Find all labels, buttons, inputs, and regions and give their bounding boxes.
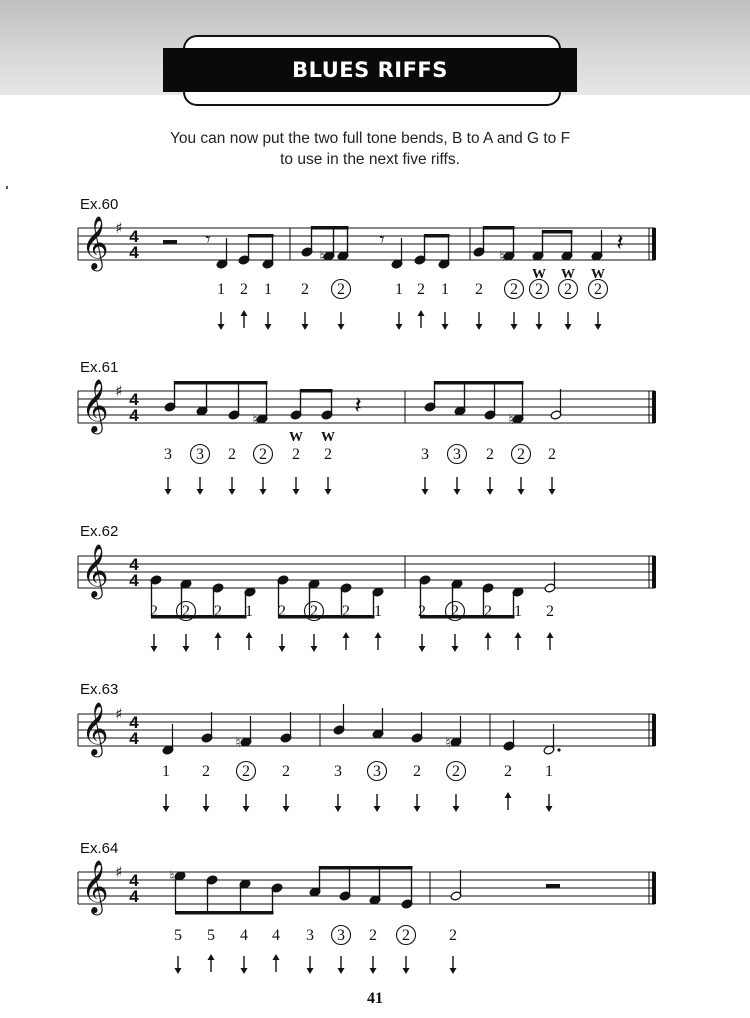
blow-arrow-icon — [565, 324, 572, 330]
intro-text — [100, 128, 640, 170]
blow-arrow-icon — [536, 324, 543, 330]
blow-arrow-icon — [370, 968, 377, 974]
blow-arrow-icon — [454, 489, 461, 495]
hole-number: 2 — [535, 281, 543, 298]
blow-arrow-icon — [487, 489, 494, 495]
hole-number: 2 — [451, 603, 459, 620]
natural-sign-icon: ♮ — [252, 412, 258, 428]
hole-number: 3 — [196, 446, 204, 463]
music-example-60 — [0, 212, 750, 337]
hole-number: 2 — [214, 603, 222, 620]
intro-line-1: You can now put the two full tone bends, B to A and G to F — [169, 130, 571, 147]
draw-arrow-icon — [547, 632, 554, 638]
blow-arrow-icon — [163, 806, 170, 812]
draw-arrow-icon — [418, 310, 425, 316]
time-sig-bottom: 4 — [129, 887, 139, 906]
blow-arrow-icon — [203, 806, 210, 812]
beam — [151, 615, 247, 619]
hole-number: 2 — [292, 446, 300, 463]
natural-sign-icon: ♮ — [319, 249, 325, 265]
blow-arrow-icon — [165, 489, 172, 495]
page-title: BLUES RIFFS — [292, 58, 448, 82]
bend-mark-w: W — [561, 267, 575, 282]
blow-arrow-icon — [511, 324, 518, 330]
draw-arrow-icon — [375, 632, 382, 638]
hole-number: 2 — [504, 763, 512, 780]
beam — [300, 389, 333, 393]
beam — [248, 234, 274, 238]
hole-number: 1 — [217, 281, 225, 298]
beam — [483, 226, 515, 230]
hole-number: 2 — [240, 281, 248, 298]
hole-number: 3 — [337, 927, 345, 944]
music-example-61 — [0, 375, 750, 500]
blow-arrow-icon — [279, 646, 286, 652]
blow-arrow-icon — [549, 489, 556, 495]
natural-sign-icon: ♮ — [169, 869, 175, 885]
blow-arrow-icon — [335, 806, 342, 812]
natural-sign-icon: ♮ — [445, 735, 451, 751]
beam — [175, 911, 274, 915]
hole-number: 2 — [413, 763, 421, 780]
title-banner — [163, 48, 577, 92]
final-bar-thick — [652, 872, 656, 904]
draw-arrow-icon — [246, 632, 253, 638]
hole-number: 2 — [282, 763, 290, 780]
example-label-60: Ex.60 — [80, 196, 119, 213]
blow-arrow-icon — [325, 489, 332, 495]
natural-sign-icon: ♮ — [508, 412, 514, 428]
intro-line-2: to use in the next five riffs. — [280, 151, 460, 168]
hole-number: 2 — [182, 603, 190, 620]
hole-number: 1 — [245, 603, 253, 620]
quarter-rest-icon: 𝄽 — [616, 228, 624, 256]
blow-arrow-icon — [241, 968, 248, 974]
draw-arrow-icon — [343, 632, 350, 638]
blow-arrow-icon — [338, 968, 345, 974]
time-sig-bottom: 4 — [129, 243, 139, 262]
blow-arrow-icon — [265, 324, 272, 330]
example-label-64: Ex.64 — [80, 840, 119, 857]
time-sig-bottom: 4 — [129, 406, 139, 425]
final-bar-thick — [652, 391, 656, 423]
time-sig-top: 4 — [129, 555, 139, 574]
hole-number: 1 — [374, 603, 382, 620]
eighth-rest-icon: 𝄾 — [379, 227, 385, 251]
music-example-64 — [0, 856, 750, 976]
hole-number: 2 — [202, 763, 210, 780]
final-bar-thick — [652, 556, 656, 588]
hole-number: 3 — [421, 446, 429, 463]
hole-number: 2 — [452, 763, 460, 780]
hole-number: 2 — [484, 603, 492, 620]
hole-number: 2 — [242, 763, 250, 780]
time-sig-top: 4 — [129, 713, 139, 732]
time-sig-top: 4 — [129, 227, 139, 246]
beam — [424, 234, 450, 238]
bend-mark-w: W — [289, 430, 303, 445]
blow-arrow-icon — [183, 646, 190, 652]
hole-number: 2 — [259, 446, 267, 463]
draw-arrow-icon — [241, 310, 248, 316]
hole-number: 1 — [514, 603, 522, 620]
example-label-63: Ex.63 — [80, 681, 119, 698]
hole-number: 2 — [510, 281, 518, 298]
hole-number: 2 — [150, 603, 158, 620]
hole-number: 2 — [402, 927, 410, 944]
natural-sign-icon: ♮ — [499, 249, 505, 265]
time-sig-bottom: 4 — [129, 571, 139, 590]
hole-number: 2 — [546, 603, 554, 620]
draw-arrow-icon — [515, 632, 522, 638]
music-example-62 — [0, 540, 750, 655]
bend-mark-w: W — [321, 430, 335, 445]
hole-number: 5 — [174, 927, 182, 944]
time-sig-top: 4 — [129, 390, 139, 409]
hole-number: 3 — [453, 446, 461, 463]
blow-arrow-icon — [243, 806, 250, 812]
hole-number: 3 — [373, 763, 381, 780]
blow-arrow-icon — [151, 646, 158, 652]
blow-arrow-icon — [218, 324, 225, 330]
hole-number: 2 — [517, 446, 525, 463]
blow-arrow-icon — [595, 324, 602, 330]
blow-arrow-icon — [453, 806, 460, 812]
treble-clef-icon: 𝄞 — [81, 859, 109, 913]
draw-arrow-icon — [505, 792, 512, 798]
blow-arrow-icon — [175, 968, 182, 974]
blow-arrow-icon — [452, 646, 459, 652]
key-sharp-icon: ♯ — [115, 219, 123, 237]
hole-number: 1 — [264, 281, 272, 298]
draw-arrow-icon — [208, 954, 215, 960]
hole-number: 3 — [164, 446, 172, 463]
blow-arrow-icon — [307, 968, 314, 974]
half-rest — [546, 884, 560, 888]
blow-arrow-icon — [414, 806, 421, 812]
hole-number: 1 — [395, 281, 403, 298]
hole-number: 2 — [301, 281, 309, 298]
eighth-rest-icon: 𝄾 — [205, 227, 211, 251]
treble-clef-icon: 𝄞 — [81, 378, 109, 432]
beam — [319, 866, 413, 870]
blow-arrow-icon — [260, 489, 267, 495]
blow-arrow-icon — [311, 646, 318, 652]
beam — [311, 226, 349, 230]
hole-number: 2 — [564, 281, 572, 298]
time-sig-bottom: 4 — [129, 729, 139, 748]
hole-number: 2 — [417, 281, 425, 298]
hole-number: 2 — [310, 603, 318, 620]
blow-arrow-icon — [518, 489, 525, 495]
key-sharp-icon: ♯ — [115, 705, 123, 723]
bend-mark-w: W — [591, 267, 605, 282]
blow-arrow-icon — [396, 324, 403, 330]
beam — [542, 230, 573, 234]
treble-clef-icon: 𝄞 — [81, 215, 109, 269]
beam — [174, 381, 268, 385]
draw-arrow-icon — [273, 954, 280, 960]
blow-arrow-icon — [442, 324, 449, 330]
bend-mark-w: W — [532, 267, 546, 282]
key-sharp-icon: ♯ — [115, 863, 123, 881]
blow-arrow-icon — [476, 324, 483, 330]
blow-arrow-icon — [546, 806, 553, 812]
hole-number: 3 — [306, 927, 314, 944]
blow-arrow-icon — [293, 489, 300, 495]
draw-arrow-icon — [215, 632, 222, 638]
treble-clef-icon: 𝄞 — [81, 543, 109, 597]
time-sig-top: 4 — [129, 871, 139, 890]
margin-mark — [6, 186, 8, 189]
hole-number: 5 — [207, 927, 215, 944]
hole-number: 2 — [594, 281, 602, 298]
hole-number: 2 — [278, 603, 286, 620]
hole-number: 2 — [418, 603, 426, 620]
blow-arrow-icon — [422, 489, 429, 495]
example-label-62: Ex.62 — [80, 523, 119, 540]
key-sharp-icon: ♯ — [115, 382, 123, 400]
quarter-rest-icon: 𝄽 — [354, 391, 362, 419]
note-dot — [557, 748, 560, 751]
final-bar-thick — [652, 228, 656, 260]
blow-arrow-icon — [283, 806, 290, 812]
music-example-63 — [0, 698, 750, 813]
hole-number: 4 — [240, 927, 248, 944]
hole-number: 1 — [545, 763, 553, 780]
banner-frame-bottom — [183, 90, 561, 106]
blow-arrow-icon — [338, 324, 345, 330]
example-label-61: Ex.61 — [80, 359, 119, 376]
draw-arrow-icon — [485, 632, 492, 638]
blow-arrow-icon — [302, 324, 309, 330]
half-rest — [163, 240, 177, 244]
blow-arrow-icon — [450, 968, 457, 974]
hole-number: 2 — [548, 446, 556, 463]
beam — [434, 381, 524, 385]
hole-number: 4 — [272, 927, 280, 944]
hole-number: 2 — [337, 281, 345, 298]
hole-number: 3 — [334, 763, 342, 780]
beam — [420, 615, 515, 619]
treble-clef-icon: 𝄞 — [81, 701, 109, 755]
blow-arrow-icon — [197, 489, 204, 495]
blow-arrow-icon — [403, 968, 410, 974]
beam — [278, 615, 375, 619]
blow-arrow-icon — [374, 806, 381, 812]
natural-sign-icon: ♮ — [235, 735, 241, 751]
hole-number: 2 — [342, 603, 350, 620]
page-number: 41 — [367, 990, 383, 1007]
hole-number: 1 — [441, 281, 449, 298]
hole-number: 1 — [162, 763, 170, 780]
blow-arrow-icon — [419, 646, 426, 652]
hole-number: 2 — [324, 446, 332, 463]
final-bar-thick — [652, 714, 656, 746]
hole-number: 2 — [228, 446, 236, 463]
hole-number: 2 — [449, 927, 457, 944]
hole-number: 2 — [475, 281, 483, 298]
hole-number: 2 — [369, 927, 377, 944]
hole-number: 2 — [486, 446, 494, 463]
blow-arrow-icon — [229, 489, 236, 495]
